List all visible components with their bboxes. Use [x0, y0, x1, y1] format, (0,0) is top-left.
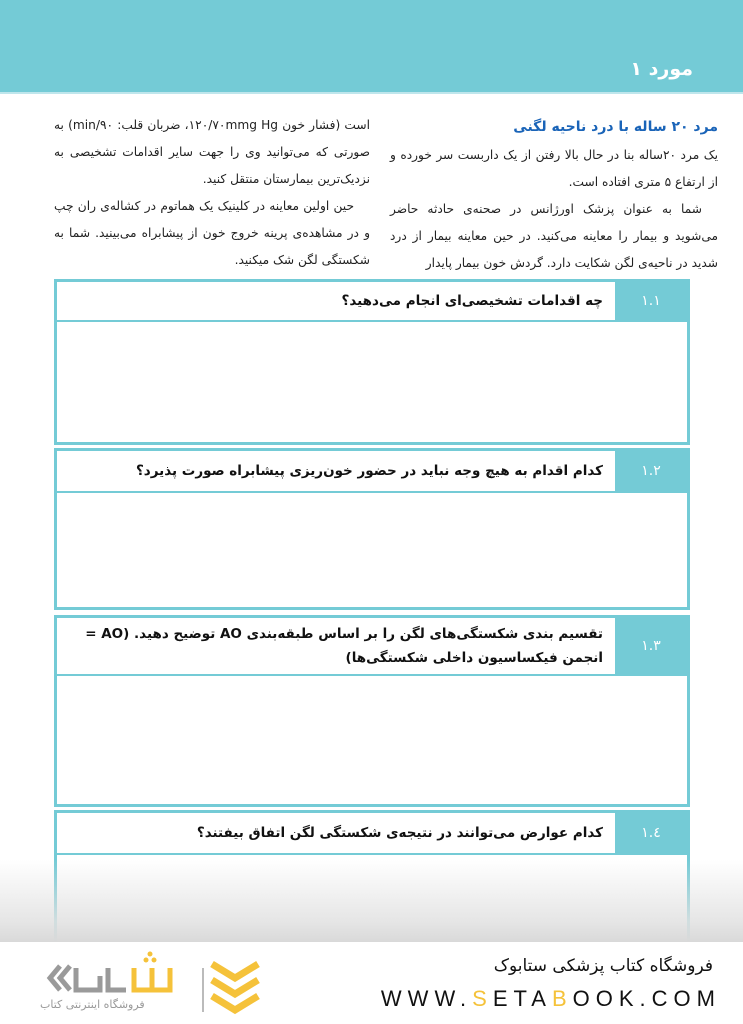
case-intro	[42, 112, 718, 272]
question-text: تقسیم بندی شکستگی‌های لگن را بر اساس طبقه‌بندی AO توضیح دهید. (AO = انجمن فیکساسیون داخلی شکستگی‌ها)	[85, 626, 603, 666]
case-title: مرد ۲۰ ساله با درد ناحیه لگنی	[513, 119, 718, 135]
intro-right-column	[390, 112, 718, 277]
answer-area[interactable]	[57, 676, 687, 804]
question-header	[57, 618, 687, 676]
question-number: ۱.۲	[615, 451, 687, 491]
footer-banner	[0, 942, 743, 1023]
question-header	[57, 451, 687, 493]
answer-area[interactable]	[57, 322, 687, 442]
logo-tagline: فروشگاه اینترنتی کتاب	[40, 998, 145, 1011]
bottom-fade-overlay	[0, 860, 743, 942]
question-box-2	[54, 448, 690, 610]
header-band	[0, 0, 743, 94]
url-highlight: S	[472, 986, 493, 1011]
intro-paragraph-3: است (فشار خون ۱۲۰/۷۰mmg Hg، ضربان قلب: ۹۰/min) به صورتی که می‌توانید وی را جهت سایر اقدامات تشخیصی به نزدیک‌ترین بیمارستان منتقل کنید.	[54, 118, 370, 186]
intro-paragraph-1: یک مرد ۲۰ساله بنا در حال بالا رفتن از یک داربست سر خورده و از ارتفاع ۵ متری افتاده است.	[390, 148, 718, 189]
setabook-logo[interactable]	[30, 950, 280, 1020]
store-name: فروشگاه کتاب پزشکی ستابوک	[493, 956, 713, 976]
intro-paragraph-4: حین اولین معاینه در کلینیک یک هماتوم در کشاله‌ی ران چپ و در مشاهده‌ی پرینه خروج خون از پیشابراه می‌بینید. شما به شکستگی لگن شک میکنید.	[54, 199, 370, 267]
intro-left-column	[54, 112, 370, 274]
url-part: OOK.COM	[572, 986, 721, 1011]
question-number: ۱.۳	[615, 618, 687, 674]
store-url-link[interactable]	[381, 986, 721, 1012]
question-number: ۱.٤	[615, 813, 687, 853]
url-part: WWW.	[380, 986, 473, 1011]
question-header	[57, 282, 687, 322]
url-highlight: B	[551, 986, 573, 1011]
page-title: مورد ۱	[630, 58, 693, 80]
logo-divider	[202, 968, 204, 1012]
question-number: ۱.۱	[615, 282, 687, 320]
url-part: ETA	[492, 986, 552, 1011]
question-box-1	[54, 279, 690, 445]
answer-area[interactable]	[57, 493, 687, 607]
question-text: چه اقدامات تشخیصی‌ای انجام می‌دهید؟	[341, 293, 603, 309]
question-box-3	[54, 615, 690, 807]
intro-paragraph-2: شما به عنوان پزشک اورژانس در صحنه‌ی حادثه حاضر می‌شوید و بیمار را معاینه می‌کنید. در حین معاینه بیمار از درد شدید در ناحیه‌ی لگن شکایت دارد. گردش خون بیمار پایدار	[390, 202, 718, 270]
question-text: کدام اقدام به هیچ وجه نباید در حضور خون‌ریزی پیشابراه صورت پذیرد؟	[135, 463, 603, 479]
question-text: کدام عوارض می‌توانند در نتیجه‌ی شکستگی لگن اتفاق بیفتند؟	[196, 825, 603, 841]
question-header	[57, 813, 687, 855]
